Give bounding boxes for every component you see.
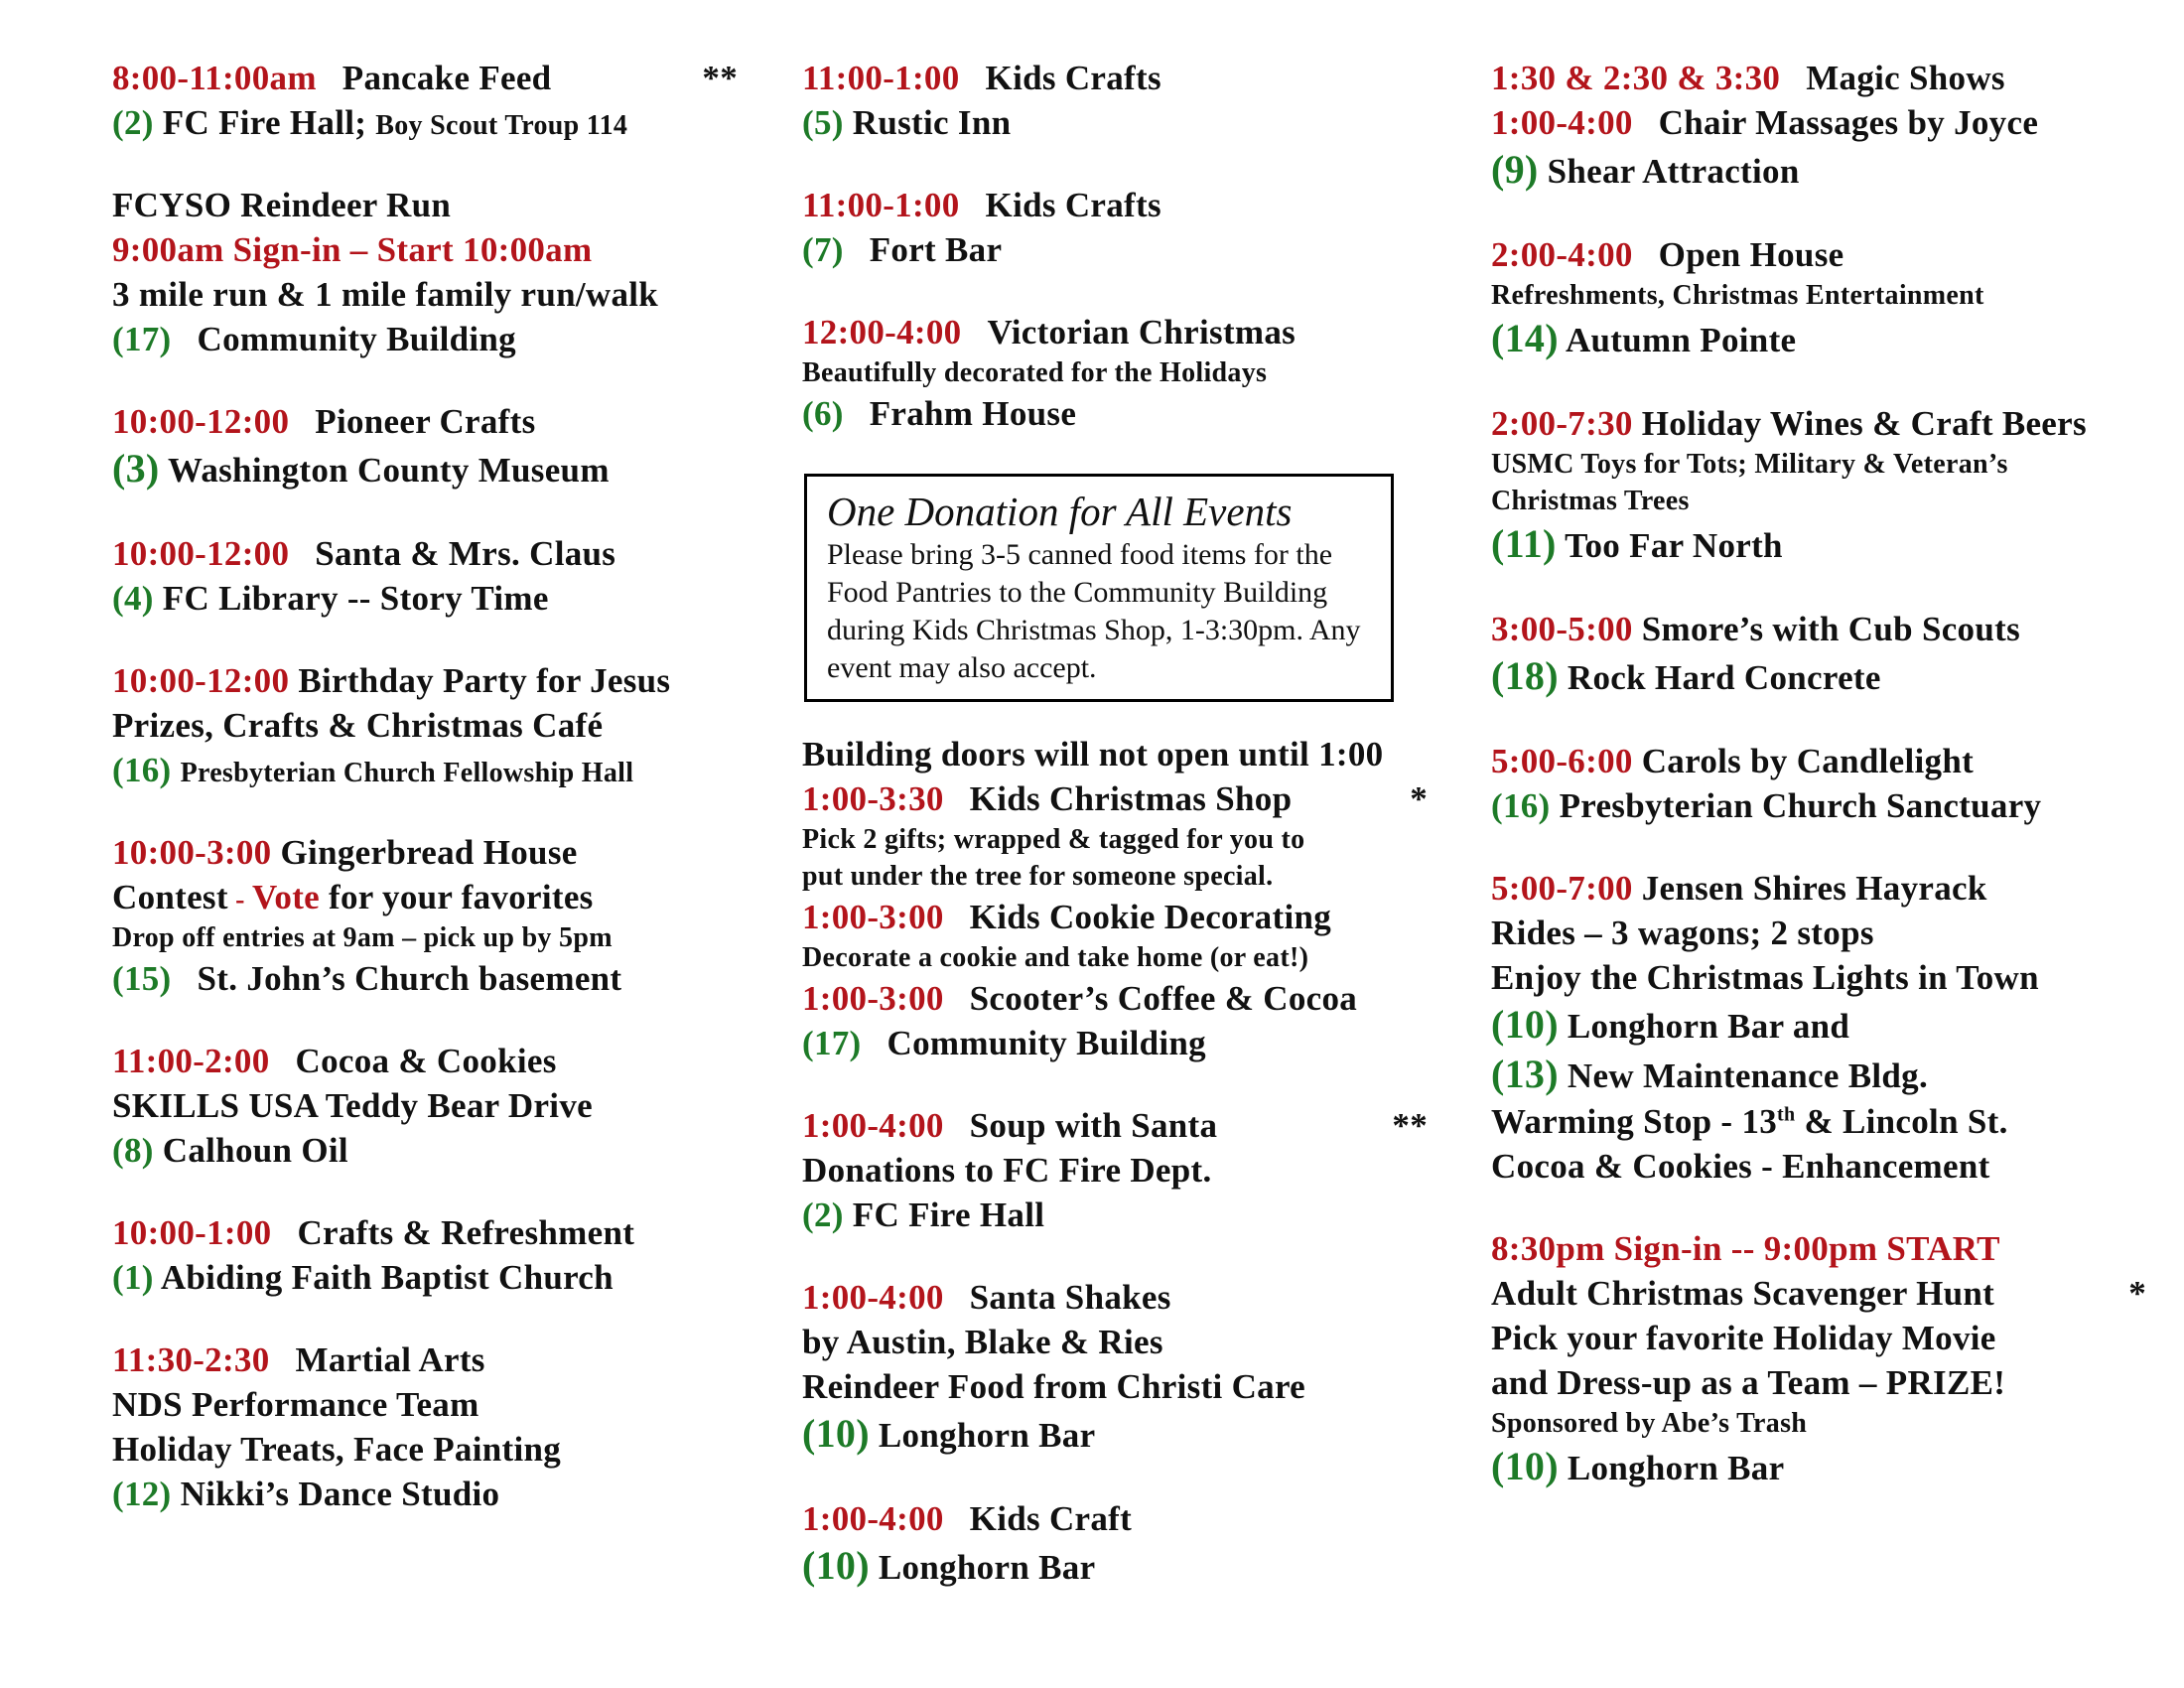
location-number: (6) [802,394,844,433]
location-name: Abiding Faith Baptist Church [160,1258,614,1297]
event-description: Prizes, Crafts & Christmas Café [112,706,604,745]
event-title: Soup with Santa [969,1106,1218,1145]
location-number: (3) [112,446,160,491]
location-number: (10) [802,1543,870,1588]
location-name: Rustic Inn [852,103,1012,142]
location-name: Community Building [887,1024,1206,1062]
event-time: 10:00-1:00 [112,1213,272,1252]
donation-box [804,474,1394,702]
event-time: 11:00-1:00 [802,59,960,97]
event-title: Open House [1658,235,1844,274]
event-title: Victorian Christmas [987,313,1297,352]
event-time: 1:00-4:00 [802,1499,944,1538]
event-description: and Dress-up as a Team – PRIZE! [1491,1363,2006,1402]
event-birthday-party [112,658,757,792]
event-title: Martial Arts [295,1340,485,1379]
location-number: (15) [112,959,172,998]
location-number: (17) [802,1024,862,1062]
event-description: SKILLS USA Teddy Bear Drive [112,1086,593,1125]
location-number: (16) [112,751,172,789]
event-kids-craft-longhorn [802,1496,1447,1591]
vote-text: for your favorites [320,878,594,916]
event-title: FCYSO Reindeer Run [112,186,452,224]
event-time: 11:30-2:30 [112,1340,270,1379]
location-number: (11) [1491,521,1557,566]
event-time: 11:00-1:00 [802,186,960,224]
event-note: USMC Toys for Tots; Military & Veteran’s [1491,449,2008,480]
location-name: Too Far North [1565,526,1783,565]
event-pancake-feed [112,56,757,145]
event-time: 10:00-3:00 [112,833,272,872]
event-time: 3:00-5:00 [1491,610,1633,648]
location-name: St. John’s Church basement [197,959,622,998]
donation-body: Please bring 3-5 canned food items for the Food Pantries to the Community Building during Kids Christmas Shop, 1-3:30pm. Any event may also accept. [827,538,1361,684]
event-title: Santa & Mrs. Claus [315,534,616,573]
location-name: Frahm House [869,394,1077,433]
location-number: (10) [802,1411,870,1456]
event-stars: ** [702,59,738,97]
event-time: 10:00-12:00 [112,402,290,441]
event-time: 8:30pm Sign-in -- 9:00pm START [1491,1229,2000,1268]
event-open-house [1491,232,2146,363]
contest-label: Contest [112,878,228,916]
location-name: Calhoun Oil [162,1131,348,1170]
event-description: Rides – 3 wagons; 2 stops [1491,914,1874,952]
event-note: Sponsored by Abe’s Trash [1491,1408,1808,1439]
location-number: (10) [1491,1444,1559,1488]
location-name: FC Fire Hall [852,1196,1045,1234]
location-name: FC Library -- Story Time [162,579,549,618]
event-note: Decorate a cookie and take home (or eat!) [802,942,1309,973]
event-time: 1:00-3:00 [802,979,944,1018]
event-title: Scooter’s Coffee & Cocoa [969,979,1358,1018]
event-gingerbread-contest [112,830,757,1001]
event-description: Cocoa & Cookies - Enhancement [1491,1147,1990,1186]
event-title: Carols by Candlelight [1641,742,1975,780]
event-scavenger-hunt [1491,1226,2146,1491]
event-time: 1:00-4:00 [1491,103,1633,142]
event-title: Birthday Party for Jesus [298,661,671,700]
event-title: Kids Craft [969,1499,1133,1538]
event-note: Refreshments, Christmas Entertainment [1491,280,1984,311]
event-kids-crafts-rustic-inn [802,56,1447,145]
location-name: Community Building [197,320,516,358]
event-title: Adult Christmas Scavenger Hunt [1491,1274,1995,1313]
event-stars: ** [1392,1106,1428,1145]
event-kids-crafts-fort-bar [802,183,1447,272]
location-number: (14) [1491,316,1559,360]
event-title: Kids Crafts [985,186,1161,224]
event-holiday-wines [1491,401,2146,569]
location-name: Longhorn Bar [878,1416,1096,1455]
event-title: Jensen Shires Hayrack [1641,869,1987,908]
location-number: (4) [112,579,154,618]
event-title: Holiday Wines & Craft Beers [1641,404,2087,443]
location-number: (12) [112,1475,172,1513]
event-time: 1:00-4:00 [802,1278,944,1317]
event-time: 1:00-3:30 [802,779,944,818]
location-name: Shear Attraction [1547,152,1800,191]
schedule-column-3 [1491,56,2146,1529]
vote-label: Vote [252,878,320,916]
location-number: (8) [112,1131,154,1170]
schedule-column-2 [802,56,1447,1628]
event-title: Kids Crafts [985,59,1161,97]
warming-stop-suffix: th [1777,1103,1796,1126]
event-time: 5:00-6:00 [1491,742,1633,780]
event-note: Beautifully decorated for the Holidays [802,357,1268,388]
location-name: Longhorn Bar and [1567,1007,1850,1046]
location-name: New Maintenance Bldg. [1567,1056,1928,1095]
location-number: (10) [1491,1002,1559,1047]
event-time: 5:00-7:00 [1491,869,1633,908]
schedule-column-1 [112,56,757,1554]
event-magic-shows [1491,56,2146,195]
contest-dash: - [227,885,253,915]
location-name: Rock Hard Concrete [1567,658,1881,697]
event-time: 1:30 & 2:30 & 3:30 [1491,59,1781,97]
location-number: (18) [1491,653,1559,698]
event-time: 1:00-4:00 [802,1106,944,1145]
warming-stop-street: & Lincoln St. [1795,1102,2008,1141]
event-note: put under the tree for someone special. [802,861,1274,892]
location-number: (16) [1491,786,1551,825]
location-number: (1) [112,1258,154,1297]
event-note: Christmas Trees [1491,486,1690,516]
event-note: Boy Scout Troup 114 [375,110,628,141]
location-number: (7) [802,230,844,269]
event-victorian-christmas [802,310,1447,436]
location-number: (5) [802,103,844,142]
event-santa-shakes [802,1275,1447,1459]
event-title: Gingerbread House [280,833,578,872]
location-name: Fort Bar [869,230,1003,269]
event-note: Drop off entries at 9am – pick up by 5pm [112,922,613,953]
event-description: by Austin, Blake & Ries [802,1323,1163,1361]
event-title: Pancake Feed [341,59,552,97]
event-pioneer-crafts [112,399,757,493]
event-title: Crafts & Refreshment [297,1213,635,1252]
location-number: (13) [1491,1052,1559,1096]
event-description: Pick your favorite Holiday Movie [1491,1319,1996,1357]
event-time: 2:00-7:30 [1491,404,1633,443]
event-time: 11:00-2:00 [112,1042,270,1080]
event-carols [1491,739,2146,828]
event-community-building [802,732,1447,1065]
warming-stop-text: Warming Stop - 13 [1491,1102,1778,1141]
event-description: 3 mile run & 1 mile family run/walk [112,275,659,314]
location-number: (9) [1491,147,1539,192]
event-description: Donations to FC Fire Dept. [802,1151,1212,1190]
event-description: Reindeer Food from Christi Care [802,1367,1306,1406]
location-name: Presbyterian Church Sanctuary [1559,786,2042,825]
location-name: FC Fire Hall; [162,103,367,142]
event-title: Chair Massages by Joyce [1658,103,2039,142]
event-title: Magic Shows [1806,59,2005,97]
event-time: 8:00-11:00am [112,59,317,97]
event-crafts-refreshment [112,1210,757,1300]
location-name: Washington County Museum [167,451,610,490]
event-title: Kids Cookie Decorating [969,898,1332,936]
event-cocoa-cookies [112,1039,757,1173]
event-soup-with-santa [802,1103,1447,1237]
event-stars: * [1410,779,1428,818]
event-time: 10:00-12:00 [112,534,290,573]
event-time: 10:00-12:00 [112,661,290,700]
location-number: (17) [112,320,172,358]
location-number: (2) [802,1196,844,1234]
event-title: Kids Christmas Shop [969,779,1293,818]
location-name: Presbyterian Church Fellowship Hall [180,758,634,788]
event-description: NDS Performance Team [112,1385,479,1424]
event-title: Smore’s with Cub Scouts [1641,610,2020,648]
event-santa-mrs-claus [112,531,757,621]
location-name: Longhorn Bar [878,1548,1096,1587]
event-time: 1:00-3:00 [802,898,944,936]
location-name: Autumn Pointe [1565,321,1797,359]
event-martial-arts [112,1337,757,1516]
donation-title: One Donation for All Events [827,489,1293,534]
event-title: Pioneer Crafts [315,402,536,441]
event-reindeer-run [112,183,757,361]
location-number: (2) [112,103,154,142]
event-time: 9:00am Sign-in – Start 10:00am [112,230,593,269]
event-description: Holiday Treats, Face Painting [112,1430,562,1469]
event-description: Enjoy the Christmas Lights in Town [1491,958,2039,997]
location-name: Nikki’s Dance Studio [180,1475,500,1513]
event-stars: * [2128,1274,2146,1313]
event-title: Cocoa & Cookies [295,1042,557,1080]
event-smores [1491,607,2146,701]
building-heading: Building doors will not open until 1:00 [802,735,1384,774]
event-time: 2:00-4:00 [1491,235,1633,274]
event-title: Santa Shakes [969,1278,1171,1317]
location-name: Longhorn Bar [1567,1449,1785,1487]
event-hayrack-rides [1491,866,2146,1189]
event-note: Pick 2 gifts; wrapped & tagged for you to [802,824,1305,855]
event-time: 12:00-4:00 [802,313,962,352]
